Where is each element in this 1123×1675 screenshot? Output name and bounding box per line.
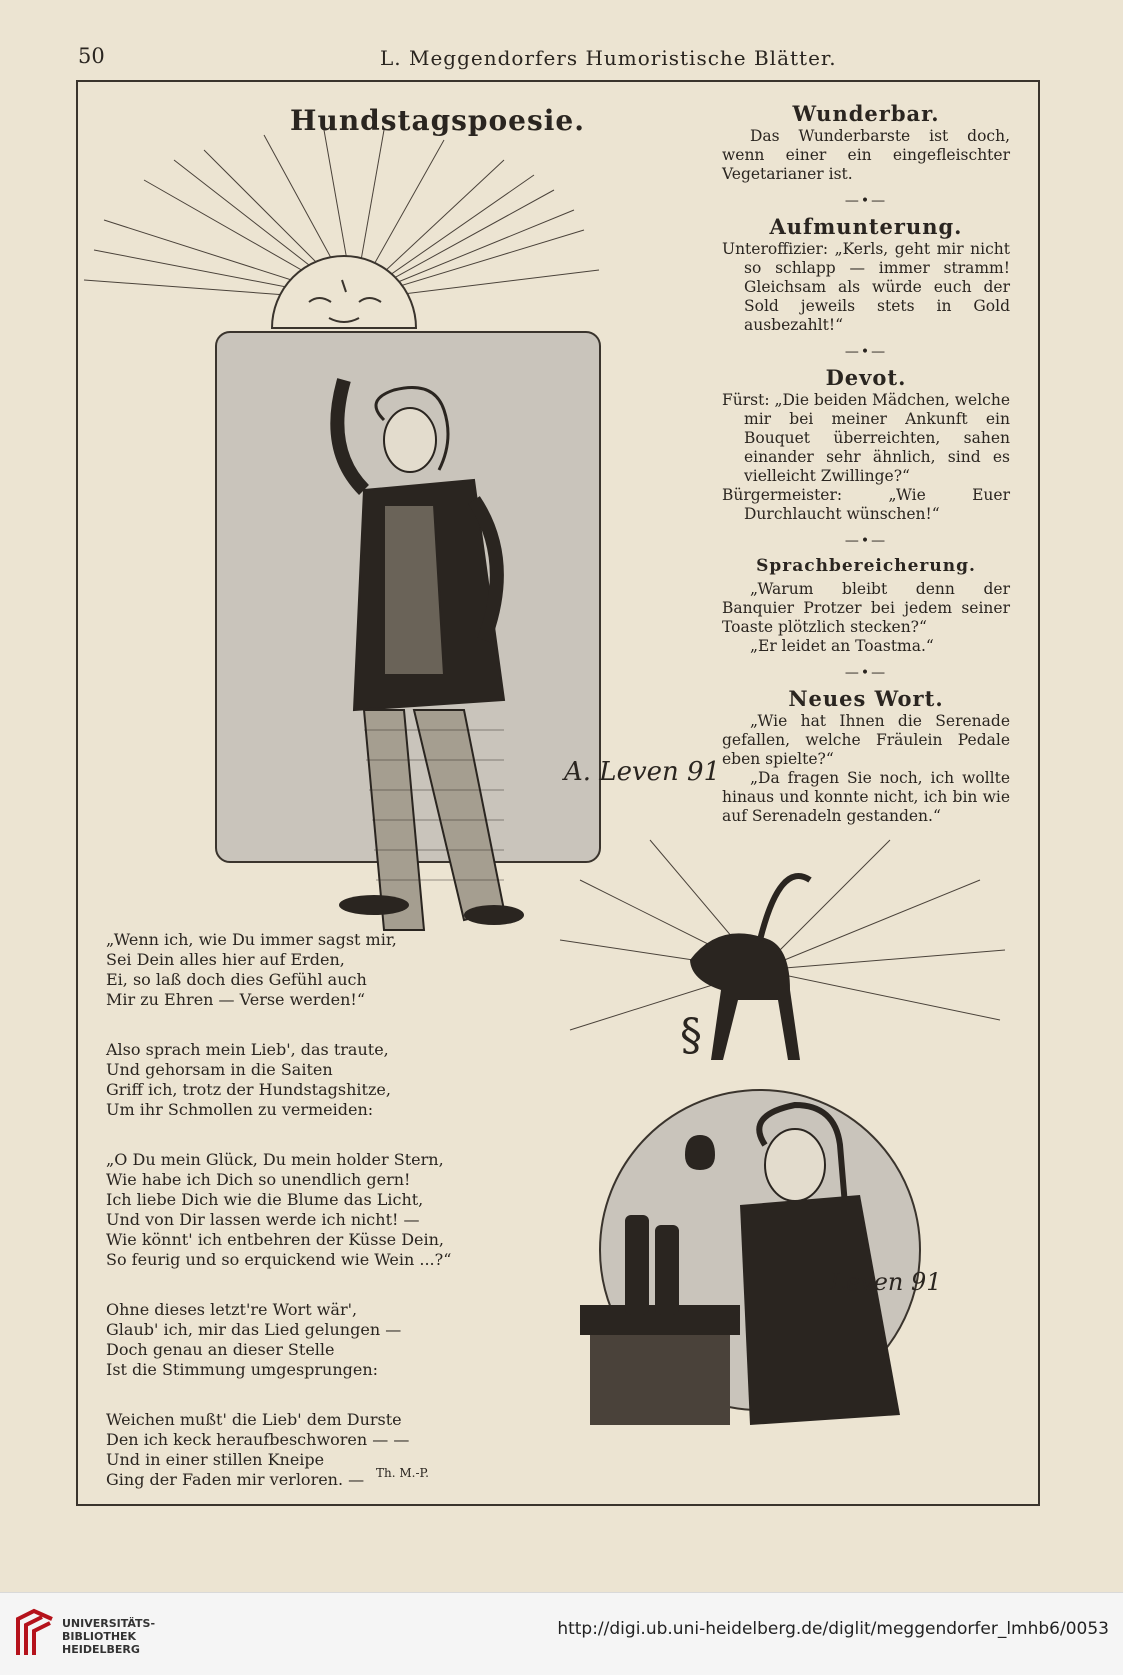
running-title: L. Meggendorfers Humoristische Blätter. [380,46,837,70]
poem-stanza [106,1300,526,1380]
library-footer [0,1592,1123,1675]
university-library-logo-icon [14,1609,56,1659]
poem-stanza [106,1410,526,1490]
poem-line: Ei, so laß doch dies Gefühl auch [106,970,367,989]
section-divider: —•— [844,533,888,549]
poem-line: Ist die Stimmung umgesprungen: [106,1360,379,1379]
artist-signature-2: Leven 91 [830,1268,942,1296]
section-title: Sprachbereicherung. [756,556,976,576]
poem-author: Th. M.-P. [376,1466,429,1480]
poem-body [106,930,526,1520]
poem-line: Mir zu Ehren — Verse werden!“ [106,990,366,1009]
section-sprachbereicherung [722,557,1010,656]
library-name: UNIVERSITÄTS- BIBLIOTHEK HEIDELBERG [62,1617,156,1656]
sun-face-illustration [84,130,604,330]
section-neues-wort [722,686,1010,826]
poem-line: Und gehorsam in die Saiten [106,1060,333,1079]
section-paragraph: Bürgermeister: „Wie Euer Durchlaucht wünschen!“ [722,486,1010,523]
poem-line: So feurig und so erquickend wie Wein ...?“ [106,1250,452,1269]
section-title: Neues Wort. [788,686,944,711]
anecdotes-column [722,101,1010,834]
poem-line: „O Du mein Glück, Du mein holder Stern, [106,1150,444,1169]
poem-line: „Wenn ich, wie Du immer sagst mir, [106,930,397,949]
section-paragraph: Das Wunderbarste ist doch, wenn einer ein eingefleischter Vegetarianer ist. [722,127,1010,183]
cat-illustration [560,840,1010,1070]
section-divider: —•— [844,665,888,681]
poem-line: Griff ich, trotz der Hundstagshitze, [106,1080,391,1099]
section-wunderbar [722,101,1010,184]
section-paragraph: „Er leidet an Toastma.“ [750,637,934,655]
section-divider: —•— [844,193,888,209]
permalink-url[interactable]: http://digi.ub.uni-heidelberg.de/diglit/meggendorfer_lmhb6/0053 [557,1619,1109,1639]
section-aufmunterung [722,214,1010,335]
svg-text:§: § [680,1010,702,1061]
section-paragraph: „Warum bleibt denn der Banquier Protzer bei jedem seiner Toaste plötzlich stecken?“ [722,580,1010,636]
poem-line: Doch genau an dieser Stelle [106,1340,335,1359]
section-devot [722,365,1010,524]
section-title: Devot. [825,365,907,390]
page-number: 50 [78,44,105,68]
poem-line: Ging der Faden mir verloren. — [106,1470,365,1489]
section-divider: —•— [844,344,888,360]
section-paragraph: „Wie hat Ihnen die Serenade gefallen, welche Fräulein Pedale eben spielte?“ [722,712,1010,768]
section-paragraph: Fürst: „Die beiden Mädchen, welche mir bei meiner Ankunft ein Bouquet überreichten, sahen einander sehr ähnlich, sind es vielleicht Zwillinge?“ [722,391,1010,485]
poem-line: Wie habe ich Dich so unendlich gern! [106,1170,411,1189]
poem-title: Hundstagspoesie. [290,104,585,137]
section-title: Wunderbar. [792,101,940,126]
poem-line: Ich liebe Dich wie die Blume das Licht, [106,1190,424,1209]
section-paragraph: Unteroffizier: „Kerls, geht mir nicht so schlapp — immer stramm! Gleichsam als würde euch der Sold jeweils stets in Gold ausbezahlt!“ [722,240,1010,334]
section-title: Aufmunterung. [769,214,963,239]
poem-line: Wie könnt' ich entbehren der Küsse Dein, [106,1230,445,1249]
poem-line: Sei Dein alles hier auf Erden, [106,950,345,969]
poem-line: Um ihr Schmollen zu vermeiden: [106,1100,374,1119]
poem-line: Und von Dir lassen werde ich nicht! — [106,1210,420,1229]
poem-line: Glaub' ich, mir das Lied gelungen — [106,1320,402,1339]
poem-stanza [106,930,526,1010]
drinker-illustration [560,1075,980,1475]
section-paragraph: „Da fragen Sie noch, ich wollte hinaus und konnte nicht, ich bin wie auf Serenadeln gestanden.“ [722,769,1010,825]
poem-line: Weichen mußt' die Lieb' dem Durste [106,1410,402,1429]
poem-line: Also sprach mein Lieb', das traute, [106,1040,389,1059]
artist-signature-1: A. Leven 91 [564,757,721,787]
poem-line: Ohne dieses letzt're Wort wär', [106,1300,358,1319]
poem-stanza [106,1150,526,1270]
poem-line: Den ich keck heraufbeschworen — — [106,1430,410,1449]
poem-line: Und in einer stillen Kneipe [106,1450,325,1469]
poem-stanza [106,1040,526,1120]
